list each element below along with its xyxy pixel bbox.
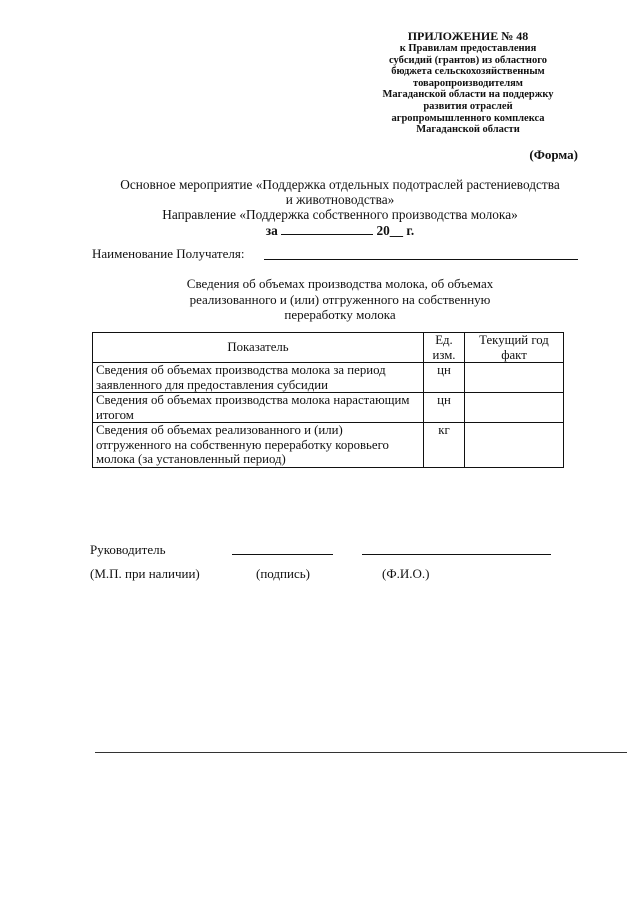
appendix-line: Магаданской области на поддержку bbox=[382, 89, 554, 101]
appendix-line: развития отраслей bbox=[423, 100, 513, 112]
header-indicator: Показатель bbox=[93, 333, 424, 363]
header-unit: Ед. изм. bbox=[424, 333, 465, 363]
direction-line: Направление «Поддержка собственного производства молока» bbox=[162, 207, 518, 222]
appendix-number: ПРИЛОЖЕНИЕ № 48 bbox=[407, 29, 529, 43]
appendix-line: агропромышленного комплекса bbox=[391, 112, 545, 124]
appendix-line: Магаданской области bbox=[416, 124, 520, 136]
period-year: 20__ г. bbox=[376, 223, 415, 238]
signature-line[interactable] bbox=[232, 554, 333, 555]
period-blank[interactable] bbox=[281, 222, 373, 235]
report-title-line-3: переработку молока bbox=[284, 307, 396, 322]
report-title bbox=[140, 276, 540, 323]
form-label: (Форма) bbox=[529, 147, 578, 162]
table-row bbox=[93, 393, 564, 423]
signature-caption: (подпись) bbox=[256, 566, 310, 581]
row-value[interactable] bbox=[465, 423, 564, 468]
report-title-line-2: реализованного и (или) отгруженного на собственную bbox=[189, 291, 491, 307]
full-name-line[interactable] bbox=[362, 554, 551, 555]
appendix-header bbox=[352, 30, 584, 136]
row-value[interactable] bbox=[465, 363, 564, 393]
event-line-1: Основное мероприятие «Поддержка отдельных подотраслей растениеводства bbox=[120, 177, 560, 192]
event-line-2: и животноводства» bbox=[285, 192, 395, 207]
row-indicator: Сведения об объемах производства молока нарастающим итогом bbox=[93, 393, 424, 423]
row-unit: цн bbox=[424, 363, 465, 393]
appendix-line: товаропроизводителям bbox=[413, 77, 523, 89]
recipient-label: Наименование Получателя: bbox=[92, 246, 245, 261]
row-value[interactable] bbox=[465, 393, 564, 423]
report-title-line-1: Сведения об объемах производства молока, об объемах bbox=[186, 276, 494, 291]
header-current-year: Текущий год факт bbox=[465, 333, 564, 363]
milk-volume-table bbox=[92, 332, 564, 468]
appendix-line: субсидий (грантов) из областного bbox=[389, 54, 547, 66]
row-indicator: Сведения об объемах производства молока за период заявленного для предоставления субсидии bbox=[93, 363, 424, 393]
full-name-caption: (Ф.И.О.) bbox=[382, 566, 430, 581]
stamp-label: (М.П. при наличии) bbox=[90, 566, 200, 581]
bottom-divider bbox=[95, 752, 627, 753]
row-unit: кг bbox=[424, 423, 465, 468]
recipient-field[interactable] bbox=[264, 259, 578, 260]
appendix-line: к Правилам предоставления bbox=[399, 43, 537, 54]
table-row bbox=[93, 363, 564, 393]
period-prefix: за bbox=[265, 223, 278, 238]
event-block bbox=[86, 177, 594, 238]
appendix-line: бюджета сельскохозяйственным bbox=[391, 66, 545, 78]
period-line bbox=[86, 222, 594, 238]
row-unit: цн bbox=[424, 393, 465, 423]
table-header-row bbox=[93, 333, 564, 363]
recipient-row bbox=[92, 246, 578, 261]
table-row bbox=[93, 423, 564, 468]
head-label: Руководитель bbox=[90, 542, 166, 557]
row-indicator: Сведения об объемах реализованного и (или) отгруженного на собственную переработку коровьего молока (за установленный период) bbox=[93, 423, 424, 468]
